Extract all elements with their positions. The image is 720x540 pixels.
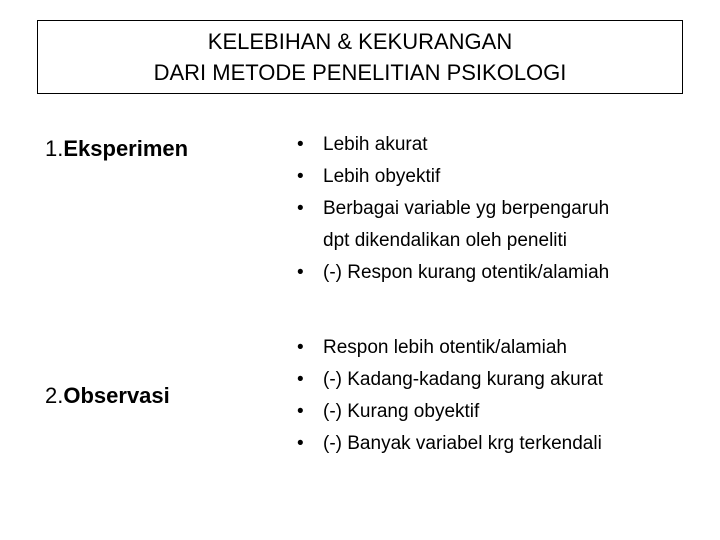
bullet-item: • Berbagai variable yg berpengaruh dpt dikendalikan oleh peneliti (297, 193, 707, 257)
method-1-label (45, 136, 188, 162)
method-1-number: 1. (45, 136, 64, 161)
method-2-name: Observasi (63, 383, 170, 408)
method-1-bullet-list (297, 129, 707, 289)
bullet-item: • Lebih akurat (297, 129, 707, 161)
bullet-item: • Respon lebih otentik/alamiah (297, 332, 707, 364)
method-2-number: 2. (45, 383, 64, 408)
bullet-item: • (-) Kadang-kadang kurang akurat (297, 364, 707, 396)
bullet-item: • (-) Banyak variabel krg terkendali (297, 428, 707, 460)
title-box (37, 20, 683, 94)
bullet-item: • Lebih obyektif (297, 161, 707, 193)
bullet-item: • (-) Respon kurang otentik/alamiah (297, 257, 707, 289)
title-line-2: DARI METODE PENELITIAN PSIKOLOGI (153, 60, 567, 85)
method-1-name: Eksperimen (63, 136, 189, 161)
method-2-bullet-list (297, 332, 707, 460)
method-2-label (45, 383, 170, 409)
title-line-1: KELEBIHAN & KEKURANGAN (207, 29, 513, 54)
bullet-item: • (-) Kurang obyektif (297, 396, 707, 428)
